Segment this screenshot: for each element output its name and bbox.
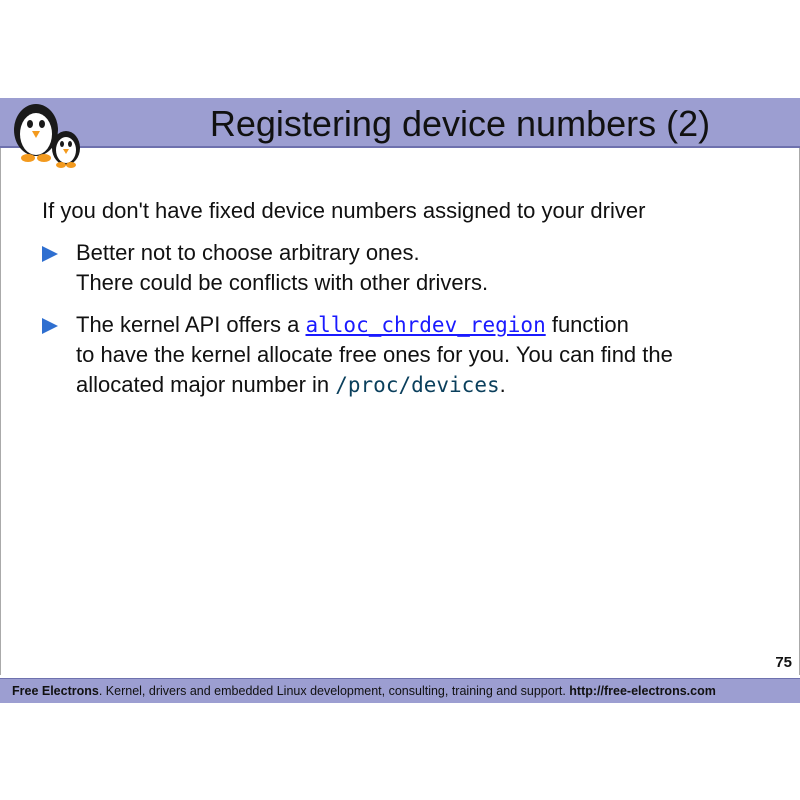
bullet-2-line-3-post: . <box>499 372 506 397</box>
footer-brand: Free Electrons <box>12 684 99 698</box>
proc-devices-code: /proc/devices <box>335 373 500 397</box>
footer-url-link[interactable]: http://free-electrons.com <box>569 684 716 698</box>
slide-title: Registering device numbers (2) <box>209 103 711 144</box>
bullet-2-line-3 <box>76 370 673 400</box>
footer-bar <box>0 678 800 703</box>
footer-text: . Kernel, drivers and embedded Linux development, consulting, training and support. <box>98 684 570 698</box>
bullet-2-line-1 <box>76 310 673 340</box>
intro-text: If you don't have fixed device numbers assigned to your driver <box>42 198 646 223</box>
bullet-1-line-2: There could be conflicts with other drivers. <box>76 270 489 295</box>
bullet-2-text <box>76 310 673 400</box>
bullet-2-line-2: to have the kernel allocate free ones for you. You can find the <box>76 342 673 367</box>
title-bar <box>0 98 800 148</box>
bullet-1-text <box>76 238 488 298</box>
bullet-1-line-1: Better not to choose arbitrary ones. <box>76 240 420 265</box>
slide <box>0 98 800 702</box>
bullet-arrow-icon <box>42 318 58 334</box>
bullet-arrow-icon <box>42 246 58 262</box>
bullet-2-line-1-pre: The kernel API offers a <box>76 312 306 337</box>
page-number: 75 <box>775 654 792 671</box>
bullet-2-line-1-post: function <box>545 312 629 337</box>
alloc-chrdev-region-link[interactable]: alloc_chrdev_region <box>305 313 546 337</box>
slide-frame <box>0 148 800 675</box>
bullet-2-line-3-pre: allocated major number in <box>76 372 336 397</box>
